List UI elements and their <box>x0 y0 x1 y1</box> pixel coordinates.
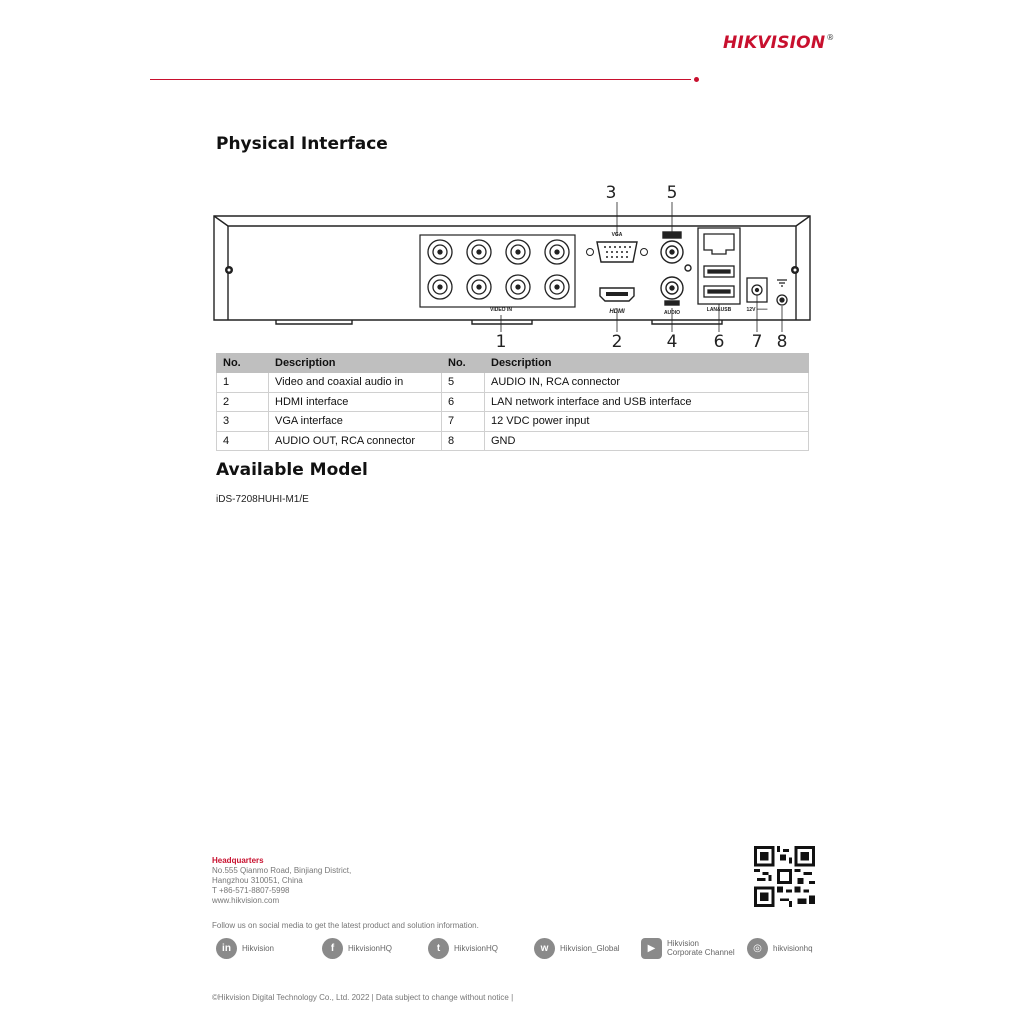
lan-usb-ports <box>698 228 740 304</box>
audio-label: AUDIO <box>663 310 681 316</box>
callout-2: 2 <box>611 332 623 350</box>
table-cell: 8 <box>442 431 485 451</box>
table-cell: 12 VDC power input <box>485 412 809 432</box>
social-link-youtube[interactable] <box>641 937 735 959</box>
header-rule <box>150 79 691 80</box>
callout-3: 3 <box>605 183 617 203</box>
social-label-sub: Corporate Channel <box>667 948 735 957</box>
table-cell: 1 <box>217 373 269 393</box>
hq-website[interactable]: www.hikvision.com <box>212 896 280 905</box>
power-label: 12V ═══ <box>746 307 768 313</box>
social-link-linkedin[interactable] <box>216 937 274 959</box>
social-label: hikvisionhq <box>773 943 813 953</box>
table-cell: GND <box>485 431 809 451</box>
interface-spec-table <box>216 353 809 451</box>
hdmi-port <box>600 288 634 315</box>
hq-phone: T +86-571-8807-5998 <box>212 886 290 895</box>
svg-text:VGA: VGA <box>611 232 623 238</box>
social-follow-text: Follow us on social media to get the latest product and solution information. <box>212 921 479 930</box>
svg-text:HDMI: HDMI <box>609 309 625 315</box>
copyright-notice: ©Hikvision Digital Technology Co., Ltd. 2022 | Data subject to change without notice | <box>212 993 514 1002</box>
table-row <box>217 412 809 432</box>
video-in-label: VIDEO IN <box>490 307 512 313</box>
social-link-facebook[interactable] <box>322 937 392 959</box>
callout-1: 1 <box>495 332 507 350</box>
social-label: HikvisionHQ <box>454 943 499 953</box>
rear-panel-diagram <box>212 180 812 350</box>
gnd-terminal <box>777 280 787 305</box>
callout-6: 6 <box>713 332 725 350</box>
table-cell: HDMI interface <box>269 392 442 412</box>
hq-address-line: Hangzhou 310051, China <box>212 876 303 885</box>
col-header-description: Description <box>269 354 442 373</box>
twitter-icon: t <box>428 938 449 959</box>
social-label: Hikvision <box>667 939 700 948</box>
youtube-icon: ▶ <box>641 938 662 959</box>
hikvision-logo: HIKVISION® <box>723 33 835 53</box>
table-cell: 3 <box>217 412 269 432</box>
header-dot <box>694 77 699 82</box>
table-row <box>217 431 809 451</box>
instagram-icon: ◎ <box>747 938 768 959</box>
video-in-bnc-ports <box>420 235 575 307</box>
social-link-wechat[interactable] <box>534 937 620 959</box>
col-header-description-2: Description <box>485 354 809 373</box>
table-row <box>217 373 809 393</box>
col-header-no-2: No. <box>442 354 485 373</box>
headquarters-block <box>212 856 351 906</box>
vga-port <box>587 232 648 262</box>
hq-address-line: No.555 Qianmo Road, Binjiang District, <box>212 866 352 875</box>
col-header-no: No. <box>217 354 269 373</box>
table-cell: Video and coaxial audio in <box>269 373 442 393</box>
table-cell: AUDIO IN, RCA connector <box>485 373 809 393</box>
model-number: iDS-7208HUHI-M1/E <box>216 494 309 505</box>
callout-7: 7 <box>751 332 763 350</box>
table-cell: 7 <box>442 412 485 432</box>
table-cell: 2 <box>217 392 269 412</box>
social-label: Hikvision_Global <box>560 943 620 953</box>
wechat-icon: w <box>534 938 555 959</box>
facebook-icon: f <box>322 938 343 959</box>
table-cell: LAN network interface and USB interface <box>485 392 809 412</box>
callout-8: 8 <box>776 332 788 350</box>
table-cell: AUDIO OUT, RCA connector <box>269 431 442 451</box>
hq-title: Headquarters <box>212 856 264 865</box>
table-cell: VGA interface <box>269 412 442 432</box>
table-cell: 6 <box>442 392 485 412</box>
social-link-instagram[interactable] <box>747 937 813 959</box>
qr-code[interactable] <box>754 846 815 907</box>
callout-5: 5 <box>666 183 678 203</box>
social-label: Hikvision <box>242 943 275 953</box>
table-row <box>217 392 809 412</box>
physical-interface-title: Physical Interface <box>216 134 388 154</box>
callout-4: 4 <box>666 332 678 350</box>
audio-rca-ports <box>661 232 691 305</box>
table-cell: 4 <box>217 431 269 451</box>
available-model-title: Available Model <box>216 460 368 480</box>
lan-usb-label: LAN&USB <box>706 307 732 313</box>
table-header-row <box>217 354 809 373</box>
linkedin-icon: in <box>216 938 237 959</box>
table-cell: 5 <box>442 373 485 393</box>
social-link-twitter[interactable] <box>428 937 498 959</box>
social-label: HikvisionHQ <box>348 943 393 953</box>
